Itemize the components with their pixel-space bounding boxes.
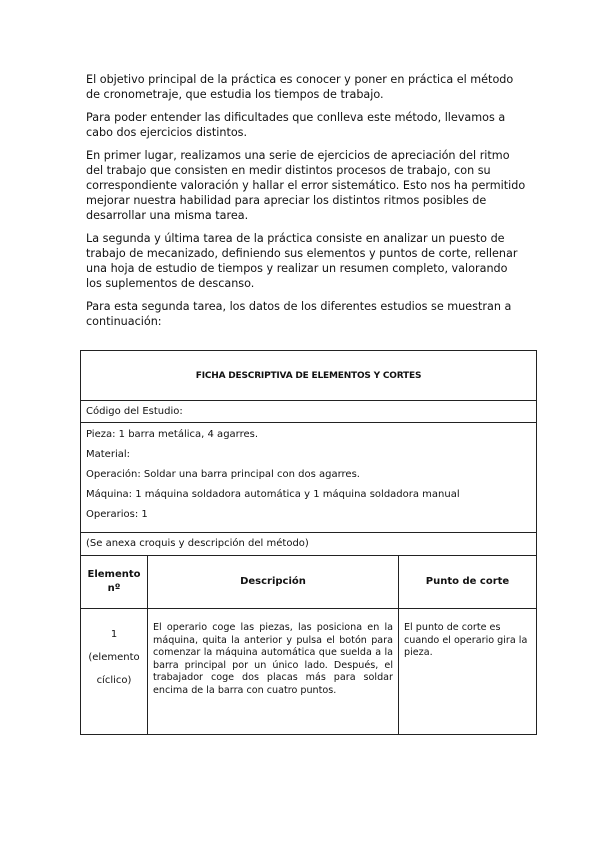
- descripcion-cell: El operario coge las piezas, las posiciona en la máquina, quita la anterior y pulsa el botón para comenzar la máquina automática que suelda a la barra principal por un único lado. Después, el trabajador coge dos placas más para soldar encima de la barra con cuatro puntos.: [148, 609, 399, 735]
- intro-paragraph-2: Para poder entender las dificultades que conlleva este método, llevamos a cabo dos ejercicios distintos.: [86, 111, 506, 139]
- material-line: Material:: [86, 449, 130, 460]
- elemento-cell: [81, 609, 148, 735]
- header-elemento-line2: nº: [107, 583, 121, 594]
- intro-paragraph-3: En primer lugar, realizamos una serie de ejercicios de apreciación del ritmo del trabajo que consisten en medir distintos procesos de trabajo, con su correspondiente valoración y hallar el error sistemático. Esto nos ha permitido mejorar nuestra habilidad para apreciar los distintos ritmos posibles de desarrollar una misma tarea.: [86, 149, 526, 222]
- operacion-line: Operación: Soldar una barra principal con dos agarres.: [86, 469, 360, 480]
- pieza-line: Pieza: 1 barra metálica, 4 agarres.: [86, 429, 259, 440]
- anexa-note: (Se anexa croquis y descripción del método): [81, 533, 537, 556]
- ficha-info-block: [81, 423, 537, 533]
- codigo-estudio: Código del Estudio:: [81, 401, 537, 423]
- intro-paragraph-5: Para esta segunda tarea, los datos de los diferentes estudios se muestran a continuación:: [86, 300, 512, 328]
- header-elemento-line1: Elemento: [87, 569, 141, 580]
- intro-paragraph-1: El objetivo principal de la práctica es conocer y poner en práctica el método de cronometraje, que estudia los tiempos de trabajo.: [86, 73, 514, 101]
- table-row: [81, 609, 537, 735]
- intro-paragraph-4: La segunda y última tarea de la práctica consiste en analizar un puesto de trabajo de mecanizado, definiendo sus elementos y puntos de corte, rellenar una hoja de estudio de tiempos y realizar un resumen completo, valorando los suplementos de descanso.: [86, 232, 518, 290]
- punto-corte-cell: El punto de corte es cuando el operario gira la pieza.: [399, 609, 537, 735]
- ficha-table: [80, 350, 537, 735]
- ficha-table-container: [80, 350, 536, 735]
- intro-section: [86, 72, 526, 337]
- maquina-line: Máquina: 1 máquina soldadora automática y 1 máquina soldadora manual: [86, 489, 460, 500]
- ficha-title: FICHA DESCRIPTIVA DE ELEMENTOS Y CORTES: [81, 351, 537, 401]
- elemento-type-line1: (elemento: [88, 652, 140, 663]
- elemento-number: 1: [110, 629, 118, 640]
- header-descripcion: Descripción: [148, 556, 399, 609]
- header-elemento: [81, 556, 148, 609]
- elemento-type-line2: cíclico): [96, 675, 132, 686]
- operarios-line: Operarios: 1: [86, 509, 148, 520]
- header-punto-corte: Punto de corte: [399, 556, 537, 609]
